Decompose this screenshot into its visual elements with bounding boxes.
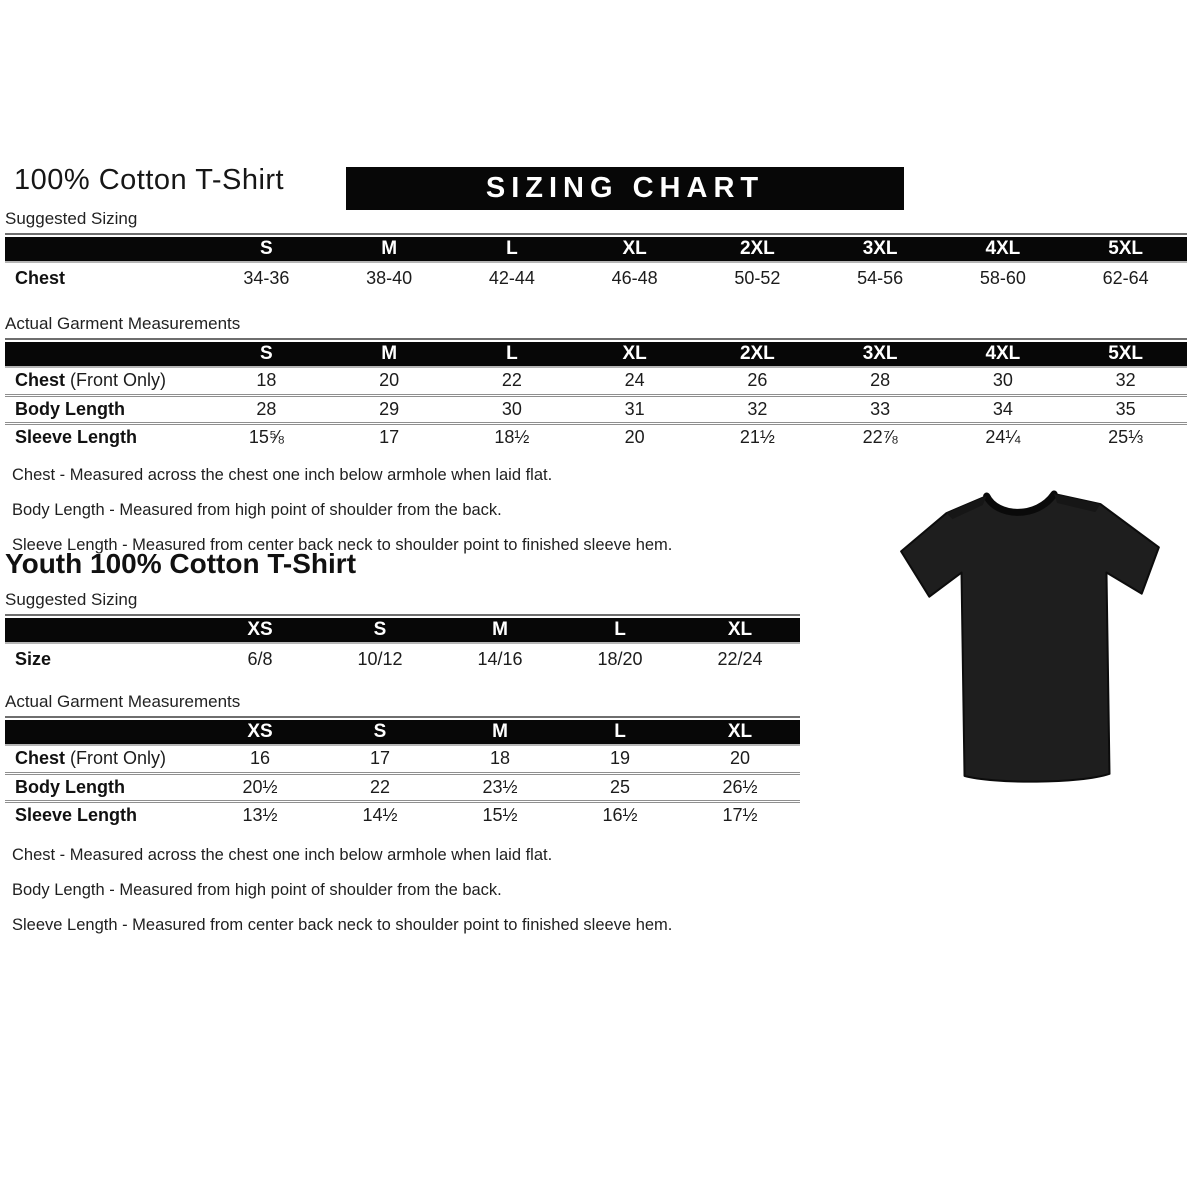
size-header-row bbox=[5, 237, 1187, 262]
sizing-chart-banner: SIZING CHART bbox=[346, 167, 904, 210]
size-value-cell: 17 bbox=[328, 423, 451, 451]
size-value-cell: 22⅞ bbox=[819, 423, 942, 451]
size-column-header: S bbox=[320, 618, 440, 643]
size-column-header: L bbox=[451, 342, 574, 367]
youth-suggested-sizing-table bbox=[5, 618, 800, 674]
size-column-header: XS bbox=[200, 618, 320, 643]
size-value-cell: 18 bbox=[256, 370, 277, 391]
size-value-cell: 62-64 bbox=[1102, 267, 1149, 288]
row-label-cell: Sleeve Length bbox=[5, 423, 205, 451]
youth-measurement-notes bbox=[12, 842, 672, 947]
size-value-cell: 24 bbox=[624, 370, 645, 391]
actual-measurements-label: Actual Garment Measurements bbox=[5, 314, 1187, 340]
adult-actual-measurements-section bbox=[5, 314, 1187, 451]
size-value-cell: 38-40 bbox=[366, 267, 413, 288]
size-value-cell: 23½ bbox=[440, 773, 560, 801]
youth-actual-measurements-table bbox=[5, 720, 800, 829]
adult-suggested-sizing-table bbox=[5, 237, 1187, 293]
size-value-cell: 15½ bbox=[440, 801, 560, 829]
note-body-length: Body Length - Measured from high point of shoulder from the back. bbox=[12, 501, 502, 519]
youth-section-title: Youth 100% Cotton T-Shirt bbox=[5, 548, 357, 579]
size-value-cell: 25⅓ bbox=[1064, 423, 1187, 451]
size-value-cell: 28 bbox=[205, 395, 328, 423]
size-value-cell: 34 bbox=[942, 395, 1065, 423]
size-value-cell: 35 bbox=[1064, 395, 1187, 423]
size-value-cell: 58-60 bbox=[979, 267, 1026, 288]
size-value-cell: 32 bbox=[696, 395, 819, 423]
size-value-cell: 33 bbox=[819, 395, 942, 423]
size-column-header: L bbox=[560, 618, 680, 643]
size-value-cell: 32 bbox=[1115, 370, 1136, 391]
youth-actual-measurements-section bbox=[5, 692, 800, 829]
row-label-cell: Sleeve Length bbox=[5, 801, 200, 829]
tshirt-silhouette bbox=[901, 494, 1159, 782]
size-value-cell: 15⅝ bbox=[205, 423, 328, 451]
measurement-row bbox=[5, 367, 1187, 395]
adult-actual-measurements-table bbox=[5, 342, 1187, 451]
size-header-row bbox=[5, 618, 800, 643]
size-column-header: 5XL bbox=[1064, 342, 1187, 367]
size-column-header: M bbox=[328, 342, 451, 367]
size-value-cell: 10/12 bbox=[357, 648, 403, 669]
size-column-header: S bbox=[205, 342, 328, 367]
size-value-cell: 14/16 bbox=[477, 648, 523, 669]
size-value-cell: 20 bbox=[379, 370, 400, 391]
size-column-header: 2XL bbox=[696, 342, 819, 367]
size-column-header: L bbox=[451, 237, 574, 262]
size-value-cell: 18½ bbox=[451, 423, 574, 451]
size-value-cell: 19 bbox=[609, 748, 631, 769]
adult-suggested-sizing-section bbox=[5, 209, 1187, 293]
size-value-cell: 26½ bbox=[680, 773, 800, 801]
size-column-header: M bbox=[328, 237, 451, 262]
size-value-cell: 6/8 bbox=[247, 648, 273, 669]
size-value-cell: 26 bbox=[747, 370, 768, 391]
size-value-cell: 17½ bbox=[680, 801, 800, 829]
size-header-row bbox=[5, 720, 800, 745]
note-sleeve-length: Sleeve Length - Measured from center back neck to shoulder point to finished sleeve hem. bbox=[12, 916, 673, 934]
size-column-header: 3XL bbox=[819, 237, 942, 262]
size-column-header: M bbox=[440, 720, 560, 745]
measurement-row bbox=[5, 423, 1187, 451]
suggested-sizing-label: Suggested Sizing bbox=[5, 209, 1187, 235]
size-value-cell: 54-56 bbox=[857, 267, 904, 288]
measurement-row bbox=[5, 801, 800, 829]
size-value-cell: 42-44 bbox=[488, 267, 535, 288]
size-column-header: XL bbox=[680, 618, 800, 643]
size-column-header: 2XL bbox=[696, 237, 819, 262]
size-column-header: XL bbox=[573, 342, 696, 367]
size-column-header: 5XL bbox=[1064, 237, 1187, 262]
size-column-header: XL bbox=[573, 237, 696, 262]
row-label-cell: Size bbox=[15, 648, 52, 669]
black-tshirt-image bbox=[884, 478, 1186, 812]
size-header-row bbox=[5, 342, 1187, 367]
row-label-cell: Body Length bbox=[5, 395, 205, 423]
size-value-cell: 18 bbox=[489, 748, 511, 769]
size-column-header: S bbox=[320, 720, 440, 745]
size-value-cell: 46-48 bbox=[611, 267, 658, 288]
page-title: 100% Cotton T-Shirt bbox=[14, 164, 285, 196]
size-column-header: 4XL bbox=[942, 237, 1065, 262]
size-value-cell: 28 bbox=[870, 370, 891, 391]
size-value-cell: 21½ bbox=[696, 423, 819, 451]
size-value-cell: 22 bbox=[320, 773, 440, 801]
size-value-cell: 16½ bbox=[560, 801, 680, 829]
size-value-cell: 17 bbox=[369, 748, 391, 769]
measurement-row bbox=[5, 745, 800, 773]
row-label-cell: Body Length bbox=[5, 773, 200, 801]
size-value-cell: 29 bbox=[328, 395, 451, 423]
size-value-cell: 22 bbox=[501, 370, 522, 391]
size-column-header: L bbox=[560, 720, 680, 745]
size-value-cell: 20½ bbox=[200, 773, 320, 801]
size-value-cell: 22/24 bbox=[717, 648, 763, 669]
youth-suggested-sizing-label: Suggested Sizing bbox=[5, 590, 800, 616]
size-column-header: XL bbox=[680, 720, 800, 745]
size-value-cell: 31 bbox=[573, 395, 696, 423]
size-column-header: 4XL bbox=[942, 342, 1065, 367]
size-value-cell: 24¼ bbox=[942, 423, 1065, 451]
size-value-cell: 25 bbox=[560, 773, 680, 801]
note-chest: Chest - Measured across the chest one inch below armhole when laid flat. bbox=[12, 846, 553, 864]
header-corner-cell bbox=[5, 237, 205, 262]
measurement-row bbox=[5, 395, 1187, 423]
size-column-header: 3XL bbox=[819, 342, 942, 367]
size-column-header: S bbox=[205, 237, 328, 262]
size-value-cell: 20 bbox=[729, 748, 751, 769]
row-label-cell: Chest (Front Only) bbox=[15, 748, 167, 769]
row-label-cell: Chest (Front Only) bbox=[15, 370, 167, 391]
measurement-row bbox=[5, 643, 800, 674]
note-body-length: Body Length - Measured from high point of shoulder from the back. bbox=[12, 881, 502, 899]
size-value-cell: 34-36 bbox=[243, 267, 290, 288]
size-value-cell: 16 bbox=[249, 748, 271, 769]
tshirt-graphic bbox=[884, 478, 1186, 812]
note-chest: Chest - Measured across the chest one inch below armhole when laid flat. bbox=[12, 466, 553, 484]
size-value-cell: 30 bbox=[451, 395, 574, 423]
measurement-row bbox=[5, 262, 1187, 293]
header-corner-cell bbox=[5, 342, 205, 367]
youth-suggested-sizing-section bbox=[5, 590, 800, 674]
size-column-header: M bbox=[440, 618, 560, 643]
note-sleeve-length: Sleeve Length - Measured from center back neck to shoulder point to finished sleeve hem. bbox=[12, 536, 673, 554]
youth-actual-measurements-label: Actual Garment Measurements bbox=[5, 692, 800, 718]
size-value-cell: 13½ bbox=[200, 801, 320, 829]
header-corner-cell bbox=[5, 720, 200, 745]
row-label-cell: Chest bbox=[15, 267, 66, 288]
size-value-cell: 50-52 bbox=[734, 267, 781, 288]
size-value-cell: 14½ bbox=[320, 801, 440, 829]
size-column-header: XS bbox=[200, 720, 320, 745]
header-corner-cell bbox=[5, 618, 200, 643]
size-value-cell: 18/20 bbox=[597, 648, 643, 669]
size-value-cell: 20 bbox=[573, 423, 696, 451]
measurement-row bbox=[5, 773, 800, 801]
size-value-cell: 30 bbox=[992, 370, 1013, 391]
